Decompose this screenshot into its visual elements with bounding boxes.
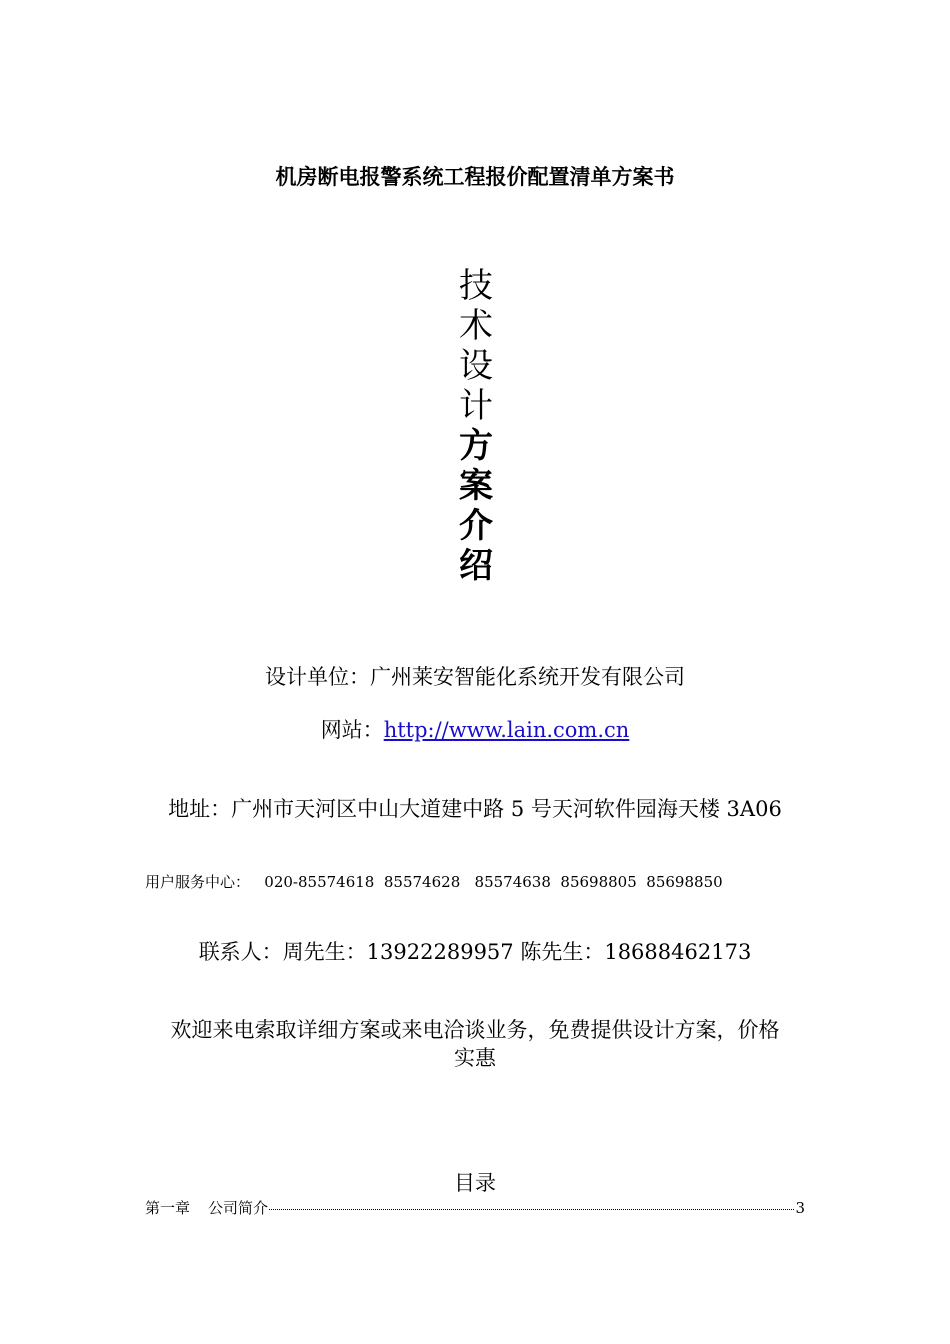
design-unit: 设计单位：广州莱安智能化系统开发有限公司 (265, 665, 685, 689)
vertical-heading (446, 266, 506, 586)
toc-title: 目录 (454, 1171, 496, 1195)
website-link[interactable]: http://www.lain.com.cn (383, 718, 630, 742)
heading-char: 设 (459, 346, 493, 386)
document-title: 机房断电报警系统工程报价配置清单方案书 (275, 164, 675, 189)
heading-char: 介 (459, 506, 493, 546)
welcome-line: 实惠 (454, 1046, 496, 1070)
welcome-line: 欢迎来电索取详细方案或来电洽谈业务，免费提供设计方案，价格 (170, 1018, 780, 1042)
service-center: 用户服务中心： 020-85574618 85574628 85574638 85698805 85698850 (145, 873, 723, 891)
heading-char: 案 (459, 466, 493, 506)
toc-entry[interactable] (145, 1197, 805, 1219)
toc-page: 3 (795, 1199, 805, 1217)
heading-char: 术 (459, 306, 493, 346)
website-label: 网站： (320, 718, 384, 742)
heading-char: 绍 (459, 546, 493, 586)
heading-char: 技 (459, 266, 493, 306)
toc-name: 公司简介 (208, 1199, 269, 1217)
welcome-text (145, 1016, 805, 1072)
heading-char: 计 (459, 386, 493, 426)
heading-char: 方 (459, 426, 493, 466)
website-line (0, 716, 950, 744)
address: 地址：广州市天河区中山大道建中路 5 号天河软件园海天楼 3A06 (168, 797, 782, 821)
toc-leader-dots (269, 1208, 794, 1210)
contacts: 联系人：周先生：13922289957 陈先生：18688462173 (198, 940, 752, 964)
toc-chapter: 第一章 (145, 1199, 191, 1217)
